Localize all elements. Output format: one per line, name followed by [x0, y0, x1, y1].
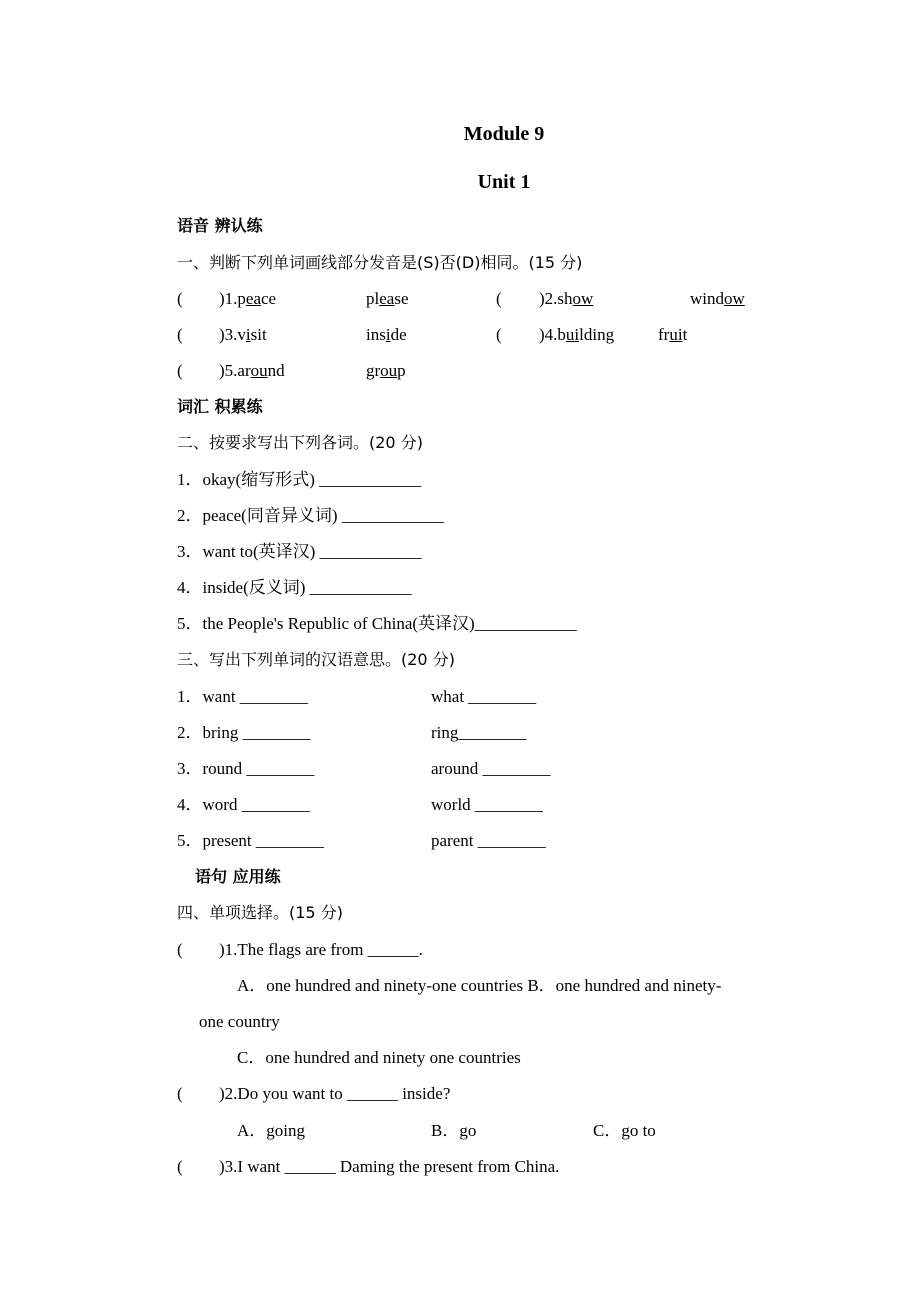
- answer-blank: (: [177, 361, 183, 380]
- underlined-letters: ui: [565, 325, 580, 344]
- word: )5.around: [219, 361, 285, 380]
- question-title: 一、判断下列单词画线部分发音是(S)否(D)相同。(15 分): [177, 253, 583, 272]
- section-heading: 语音 辨认练: [177, 216, 263, 235]
- word: group: [366, 361, 406, 380]
- underlined-letters: ui: [669, 325, 683, 344]
- answer-blank: (: [177, 289, 183, 308]
- option-c: C．one hundred and ninety one countries: [237, 1048, 521, 1067]
- question-title: 三、写出下列单词的汉语意思。(20 分): [177, 650, 455, 669]
- underlined-letters: i: [385, 325, 391, 344]
- list-item: 2．peace(同音异义词) ____________: [177, 506, 444, 525]
- answer-blank: (: [496, 289, 502, 308]
- word: )4.building: [539, 325, 615, 344]
- document-page: Module 9 Unit 1 语音 辨认练 一、判断下列单词画线部分发音是(S)否(D)相同。(15 分) ( )1.peace please ( )2.show window ( )3.visit inside ( )4.building fruit ( )5.around group 词汇 积累练 二、按要求写出下列各词。(20 分) 1．okay(缩写形式) ____________ 2．peace(同音异义词) ____________ 3．want to(英译汉) ____________ 4．inside(反义词) ____________ 5．the People's Republic of China(英译汉)____________ 三、写出下列单词的汉语意思。(20 分) 1．want ________ what ________ 2．bring ________ ring________ 3．round ________ around ________ 4．word ________ world ________ 5．present ________ parent ________ 语句 应用练 四、单项选择。(15 分) ( )1.The flags are from ______. A．one hundred and ninety-one countries B．one hundred and ninety- one country C．one hundred and ninety one countries ( )2.Do you want to ______ inside? A．going B．go C．go to ( )3.I want ______ Daming the present from China.: [0, 0, 920, 1302]
- list-item: 4．inside(反义词) ____________: [177, 578, 412, 597]
- underlined-letters: ea: [245, 289, 262, 308]
- option-b-cont: one country: [199, 1012, 280, 1031]
- word: )2.show: [539, 289, 594, 308]
- question-title: 四、单项选择。(15 分): [177, 903, 343, 922]
- option-a-b: A．one hundred and ninety-one countries B．one hundred and ninety-: [237, 976, 722, 995]
- underlined-letters: ea: [379, 289, 395, 308]
- page-title: Module 9: [463, 123, 545, 145]
- section-heading: 语句 应用练: [195, 867, 281, 886]
- list-item: 5．the People's Republic of China(英译汉)____________: [177, 614, 577, 633]
- list-item: 3．want to(英译汉) ____________: [177, 542, 422, 561]
- underlined-letters: ow: [724, 289, 745, 308]
- question-title: 二、按要求写出下列各词。(20 分): [177, 433, 423, 452]
- underlined-letters: ow: [572, 289, 594, 308]
- answer-blank: (: [496, 325, 502, 344]
- word: )3.visit: [219, 325, 267, 344]
- page-subtitle: Unit 1: [477, 171, 531, 193]
- section-heading: 词汇 积累练: [177, 397, 263, 416]
- word: window: [690, 289, 745, 308]
- word: please: [366, 289, 409, 308]
- word: fruit: [658, 325, 688, 344]
- list-item: 1．okay(缩写形式) ____________: [177, 470, 422, 489]
- word: inside: [366, 325, 407, 344]
- underlined-letters: ou: [380, 361, 398, 380]
- underlined-letters: i: [245, 325, 251, 344]
- underlined-letters: ou: [250, 361, 268, 380]
- word: )1.peace: [219, 289, 277, 308]
- answer-blank: (: [177, 325, 183, 344]
